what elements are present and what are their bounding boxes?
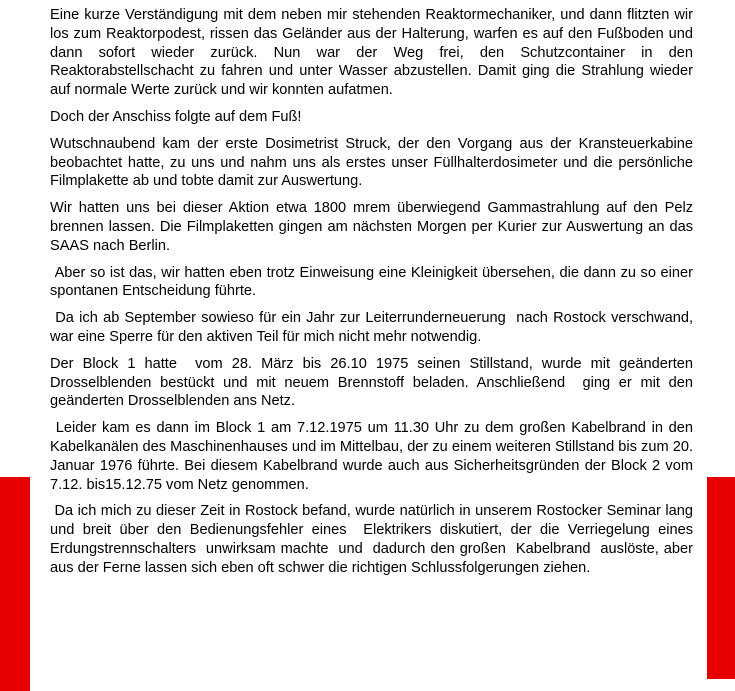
document-page — [50, 6, 698, 586]
paragraph-2: Doch der Anschiss folgte auf dem Fuß! — [50, 108, 302, 125]
paragraph-5: Aber so ist das, wir hatten eben trotz Einweisung eine Kleinigkeit übersehen, die dann zu so einer spontanen Entscheidung führte. — [50, 264, 698, 300]
paragraph-9: Da ich mich zu dieser Zeit in Rostock befand, wurde natürlich in unserem Rostocker Seminar lang und breit über den Bedienungsfehler eines Elektrikers diskutiert, der die Verriegelung eines Erdungstrennschalters unwirksam machte und dadurch den großen Kabelbrand auslöste, aber aus der Ferne lassen sich eben oft schwer die richtigen Schlussfolgerungen ziehen. — [50, 503, 698, 576]
paragraph-7: Der Block 1 hatte vom 28. März bis 26.10 1975 seinen Stillstand, wurde mit geänderten Drosselblenden bestückt und mit neuem Brennstoff beladen. Anschließend ging er mit den geänderten Drosselblenden ans Netz. — [50, 355, 698, 410]
paragraph-6: Da ich ab September sowieso für ein Jahr zur Leiterrunderneuerung nach Rostock verschwand, war eine Sperre für den aktiven Teil für mich nicht mehr notwendig. — [50, 310, 698, 345]
paragraph-4: Wir hatten uns bei dieser Aktion etwa 1800 mrem überwiegend Gammastrahlung auf den Pelz brennen lassen. Die Filmplaketten gingen am nächsten Morgen per Kurier zur Auswertung an das SAAS nach Berlin. — [50, 200, 698, 254]
paragraph-3: Wutschnaubend kam der erste Dosimetrist Struck, der den Vorgang aus der Kransteuerkabine beobachtet hatte, zu uns und nahm uns als erstes unser Füllhalterdosimeter und die persönliche Filmplakette ab und tobte damit zur Auswertung. — [50, 135, 698, 190]
left-margin-bar — [0, 477, 30, 691]
paragraph-1: Eine kurze Verständigung mit dem neben mir stehenden Reaktormechaniker, und dann flitzten wir los zum Reaktorpodest, rissen das Geländer aus der Halterung, warfen es auf den Fußboden und dann sofort wieder zurück. Nun war der Weg frei, den Schutzcontainer in den Reaktorabstellschacht zu fahren und unter Wasser abzustellen. Damit ging die Strahlung wieder auf normale Werte zurück und wir konnten aufatmen. — [50, 7, 698, 99]
paragraph-8: Leider kam es dann im Block 1 am 7.12.1975 um 11.30 Uhr zu dem großen Kabelbrand in den Kabelkanälen des Maschinenhauses und im Mittelbau, der zu einem weiteren Stillstand bis zum 20. Januar 1976 führte. Bei diesem Kabelbrand wurde auch aus Sicherheitsgründen der Block 2 vom 7.12. bis15.12.75 vom Netz genommen. — [50, 420, 698, 493]
right-margin-bar — [707, 477, 735, 679]
